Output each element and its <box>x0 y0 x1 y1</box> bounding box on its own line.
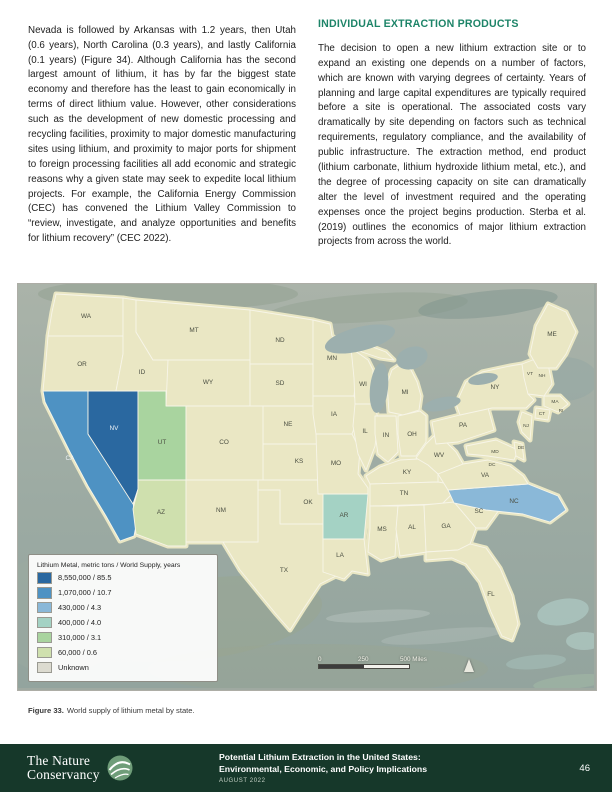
legend-swatch <box>37 647 52 659</box>
state-label-ME: ME <box>547 331 557 338</box>
legend-title: Lithium Metal, metric tons / World Supply, years <box>37 561 181 569</box>
legend-label: 400,000 / 4.0 <box>58 618 102 628</box>
tnc-logo-line2: Conservancy <box>27 767 100 782</box>
state-label-WY: WY <box>202 379 214 386</box>
state-label-AZ: AZ <box>156 509 166 516</box>
legend-items <box>37 572 209 673</box>
page-number: 46 <box>579 762 590 774</box>
legend-swatch <box>37 632 52 644</box>
state-label-KY: KY <box>402 469 412 476</box>
footer-date: AUGUST 2022 <box>219 777 266 784</box>
scale-label-end: 500 Miles <box>400 656 427 663</box>
left-column <box>28 14 296 260</box>
legend-row <box>37 572 209 584</box>
legend-swatch <box>37 662 52 674</box>
state-label-VT: VT <box>526 372 534 377</box>
state-label-CO: CO <box>219 439 229 446</box>
state-label-IA: IA <box>330 411 338 418</box>
figure-33-map <box>17 283 597 691</box>
legend-label: 310,000 / 3.1 <box>58 632 102 642</box>
scale-track <box>318 664 410 669</box>
state-label-LA: LA <box>336 552 344 559</box>
scale-label-mid: 250 <box>358 656 369 663</box>
state-label-DE: DE <box>517 446 525 451</box>
section-heading: INDIVIDUAL EXTRACTION PRODUCTS <box>318 18 519 30</box>
state-label-ND: ND <box>275 337 285 344</box>
state-label-NJ: NJ <box>523 424 529 429</box>
state-label-RI: RI <box>558 409 564 414</box>
state-label-GA: GA <box>441 523 451 530</box>
state-label-NY: NY <box>490 384 500 391</box>
legend-label: 1,070,000 / 10.7 <box>58 588 112 598</box>
state-label-NM: NM <box>216 507 226 514</box>
state-label-MT: MT <box>189 327 199 334</box>
legend-label: 60,000 / 0.6 <box>58 647 98 657</box>
state-label-OH: OH <box>407 431 417 438</box>
state-label-TN: TN <box>399 490 409 497</box>
state-label-FL: FL <box>487 591 495 598</box>
legend-row <box>37 662 209 674</box>
tnc-logo-text <box>27 754 100 782</box>
state-label-TX: TX <box>279 567 289 574</box>
scale-label-start: 0 <box>318 656 322 663</box>
map-legend <box>28 554 218 682</box>
left-paragraph: Nevada is followed by Arkansas with 1.2 years, then Utah (0.6 years), North Carolina (0.3 years), and lastly California (0.1 years) (Figure 34). Although California has the second largest amount of lithium, it has by far the biggest state economy and therefore has the least to gain economically in terms of direct lithium value. However, other considerations such as the development of new domestic processing and recycling facilities, proximity to major domestic manufacturing sites using lithium, and proximity to major ports for shipment to foreign processing facilities all add economic and strategic reasons why a given state may seek to expedite local lithium projects. For example, the California Energy Commission (CEC) has convened the Lithium Valley Commission to “review, investigate, and analyze opportunities and benefits for lithium recovery” (CEC 2022). <box>28 24 296 245</box>
legend-row <box>37 602 209 614</box>
figure-caption <box>28 706 195 715</box>
legend-swatch <box>37 587 52 599</box>
figure-caption-label: Figure 33. <box>28 705 64 715</box>
state-label-ID: ID <box>138 369 146 376</box>
state-label-UT: UT <box>157 439 167 446</box>
right-paragraph: The decision to open a new lithium extraction site or to expand an existing one depends on a number of factors, which are known with varying degrees of certainty. Years of planning and large capital expenditures are typically required before a site is operational. The associated costs vary dramatically by site depending on factors such as technical requirements, regulatory compliance, and the availability of public infrastructure. The extraction method, end product (lithium carbonate, lithium hydroxide lithium metal, etc.), and the degree of processing capacity on site can dramatically alter the level of investment required and the operating expenses once the project begins production. Sterba et al. (2019) outlines the economics of major lithium extraction projects from across the world. <box>318 42 586 248</box>
figure-caption-text: World supply of lithium metal by state. <box>66 705 195 715</box>
state-label-AR: AR <box>339 512 349 519</box>
legend-row <box>37 647 209 659</box>
state-label-WI: WI <box>359 381 367 388</box>
legend-row <box>37 587 209 599</box>
scale-segment-light <box>364 665 409 668</box>
state-label-DC: DC <box>488 463 496 468</box>
state-label-AL: AL <box>408 524 416 531</box>
legend-swatch <box>37 572 52 584</box>
state-label-MO: MO <box>330 460 342 467</box>
state-label-SD: SD <box>275 380 285 387</box>
legend-swatch <box>37 602 52 614</box>
state-label-IN: IN <box>382 432 390 439</box>
state-label-NV: NV <box>109 425 119 432</box>
state-label-SC: SC <box>474 508 484 515</box>
right-column <box>318 14 586 260</box>
state-shape-LA <box>323 539 368 579</box>
state-label-NH: NH <box>538 374 546 379</box>
tnc-logo-line1: The Nature <box>27 752 91 768</box>
state-shape-TN <box>370 482 456 506</box>
state-shape-MS <box>368 506 398 560</box>
footer-title-line1: Potential Lithium Extraction in the United States: <box>219 752 421 763</box>
state-label-IL: IL <box>362 428 368 435</box>
state-label-WV: WV <box>433 452 445 459</box>
footer-title-line2: Environmental, Economic, and Policy Implications <box>219 763 428 774</box>
legend-label: Unknown <box>58 662 89 672</box>
state-label-MA: MA <box>551 400 559 405</box>
state-label-WA: WA <box>80 313 92 320</box>
map-scale-bar <box>318 656 427 670</box>
state-label-OR: OR <box>77 361 87 368</box>
state-label-CA: CA <box>65 455 75 462</box>
body-text-columns <box>28 14 586 260</box>
state-label-VA: VA <box>480 472 490 479</box>
state-label-MI: MI <box>401 389 409 396</box>
footer-title-block <box>203 752 579 784</box>
state-label-KS: KS <box>294 458 304 465</box>
legend-label: 430,000 / 4.3 <box>58 603 102 613</box>
scale-segment-dark <box>319 665 364 668</box>
tnc-logo <box>0 754 203 782</box>
state-label-PA: PA <box>458 422 468 429</box>
state-label-NC: NC <box>509 498 519 505</box>
state-label-NE: NE <box>283 421 293 428</box>
state-label-OK: OK <box>303 499 313 506</box>
legend-row <box>37 632 209 644</box>
footer <box>0 744 612 792</box>
state-label-CT: CT <box>538 412 546 417</box>
legend-row <box>37 617 209 629</box>
legend-label: 8,550,000 / 85.5 <box>58 573 112 583</box>
state-label-MD: MD <box>491 450 499 455</box>
legend-swatch <box>37 617 52 629</box>
state-label-MS: MS <box>377 526 387 533</box>
north-arrow-icon <box>464 659 474 672</box>
state-label-MN: MN <box>327 355 337 362</box>
tnc-globe-icon <box>107 755 133 781</box>
